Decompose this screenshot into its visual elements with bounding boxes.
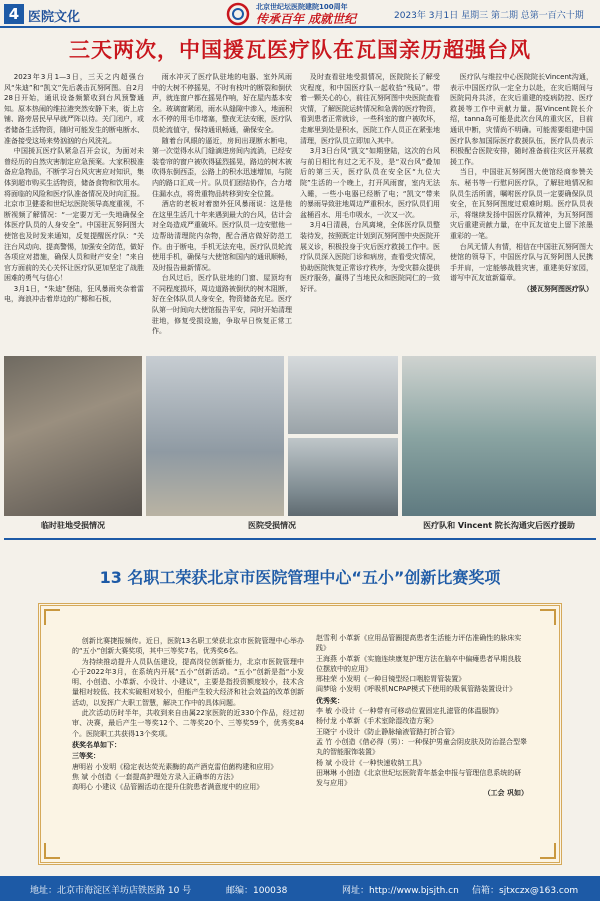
slogan-main: 传承百年 成就世纪	[256, 12, 357, 26]
award-entry: 杨付龙 小革新《手术室除湿改造方案》	[316, 717, 438, 726]
paragraph: 医疗队与维拉中心医院院长Vincent沟通，表示中国医疗队一定全力以赴，在灾后期间与医院同舟共济，在灾后重建的疫病防控、医疗救援等工作中贡献力量。据Vincent院长介绍，tanna岛可能是此次台风的重灾区，目前通讯中断，灾情尚不明确。可能需要组建中国医疗队参加国际医疗救援队伍，医疗队员表示积极配合医院安排，随时准备前往灾区开展救援工作。	[450, 73, 593, 166]
award-entry: 邢桂荣 小发明《一种目镜型经口咽腔胃管装置》	[316, 675, 466, 684]
article2-headline: 13 名职工荣获北京市医院管理中心“五小”创新比赛奖项	[99, 568, 501, 587]
award-entry: 阎梦晗 小发明《呼吸机NCPAP模式下使用的吸氧管路装置设计》	[316, 685, 517, 694]
page-header	[0, 0, 600, 28]
award-entry: 孟 竹 小创造《借必得（男）：一种保护男童会阴皮肤及防治混合型睾丸的智能服饰装置》	[316, 737, 527, 757]
page-footer	[0, 876, 600, 901]
paragraph: 2023年3月1—3日，三天之内超强台风“朱迪”和“凯文”先后袭击瓦努阿图。自2月28日开始，通讯设备频繁收到台风预警通知。原本热闹的维拉港突然安静下来，街上店铺、路旁居民早早就严阵以待。关门闭户，或者储备生活物资，随时可能发生的断电断水、准备接受这场来势汹汹的台风洗礼。	[4, 73, 144, 145]
paragraph: 3月4日清晨，台风离境，全体医疗队员整装待发，按照既定计划到瓦努阿图中央医院开展义诊，积极投身于灾后医疗救援工作中。医疗队员深入医院门诊和病房，查看受灾情况，协助医院恢复正常诊疗秩序，为受灾群众提供医疗服务，赢得了当地民众和医院同仁的一致好评。	[300, 221, 440, 293]
article2-credit: （工会 巩如）	[483, 789, 528, 798]
excellence-title: 优秀奖：	[316, 696, 344, 705]
award-entry: 杨 斌 小设计《一种快速收纳工具》	[316, 758, 426, 767]
paragraph: 为持续推动提升人员队伍建设，提高岗位创新能力，北京市医院管理中心于2022年3月，在系统内开展“五小”创新活动。“五小”创新是指“小发明、小创造、小革新、小设计、小建议”，主要是指投资额度较小，技术含量相对较低、技术实破相对较小，但能产生较大经济和社会效益的改革创新活动，以发挥广大职工智慧，解决工作中的具体问题。	[72, 657, 304, 707]
paragraph: 台风过后，医疗队驻地的门窗、屋顶均有不同程度损坏，周边道路被倒伏的树木阻断，好在全体队员人身安全，物资储备充足。医疗队第一时间向大使馆报告平安，同时开始清理驻地，修复受损设施，争取早日恢复正常工作。	[152, 274, 292, 336]
award-entry: 焦 斌 小创造《一套提高护理处方录入正确率的方法》	[72, 772, 238, 781]
section-divider	[4, 538, 596, 540]
award-entry: 李 敏 小设计《一种带有可移动位置固定扎滤管的体温服饰》	[316, 707, 503, 716]
photo-damaged-quarters-2	[288, 356, 398, 434]
third-prize-title: 三等奖：	[72, 752, 100, 761]
award-entry: 高明心 小建议《品管圈活动在提升住院患者满意度中的应用》	[72, 783, 264, 792]
frame-corner	[540, 843, 556, 859]
page-number: 4	[4, 4, 24, 24]
section-title: 医院文化	[28, 10, 81, 25]
article1-credit: （援瓦努阿图医疗队）	[523, 284, 593, 293]
paragraph: 台风无情人有情，相信在中国驻瓦努阿图大使馆的领导下，中国医疗队与瓦努阿图人民携手并肩，一定能够战胜灾害，重建美好家园，谱写中瓦友谊新篇章。	[450, 242, 593, 283]
issue-date-line: 2023年 3月1日 星期三 第二期 总第一百六十期	[394, 11, 584, 21]
award-entry: 王晓宁 小设计《防止静脉输液管路打折合管》	[316, 727, 459, 736]
article1-column-4	[450, 72, 593, 354]
centennial-logo-icon	[226, 2, 250, 26]
frame-corner	[540, 609, 556, 625]
paragraph: 雨水冲灭了医疗队驻地的电器、室外风雨中的大树不停摇晃，不时有枝叶的断裂和倒伏声，就连窗户都在摇晃作响，好在屋内基本安全。玻璃窗紧闭，雨水从缝隙中渗入，地面积水不停的用毛巾堵塞，整夜无法安眠，医疗队员轮流值守，保持通讯畅通，确保安全。	[152, 73, 292, 134]
paragraph: 酒店的老板对着窗外狂风暴雨说：这是他在这里生活几十年来遇到最大的台风，估计会对全岛造成严重破坏。医疗队员一边安慰他一边帮助清理院内杂物，配合酒店做好防范工作。由于断电，手机无法充电，医疗队员轮流使用手机，确保与大使馆和国内的通讯顺畅，及时报告最新情况。	[152, 200, 292, 272]
caption-middle: 医院受损情况	[248, 521, 296, 530]
article1-column-3	[300, 72, 440, 354]
award-list-title: 获奖名单如下：	[72, 740, 121, 749]
footer-address: 地址：北京市海淀区羊坊店铁医路 10 号	[30, 886, 192, 896]
footer-postcode: 邮编：100038	[226, 886, 288, 896]
header-rule	[0, 26, 600, 28]
slogan-top: 北京世纪坛医院建院100周年	[256, 3, 348, 11]
footer-website[interactable]: 网址：http://www.bjsjth.cn	[342, 886, 459, 896]
paragraph: 中国援瓦医疗队紧急召开会议，为面对未曾经历的自然灾害制定应急预案。大家积极准备应急物品，不断学习台风灾害应对知识，集体到超市购买生活物资，储备食物和饮用水。将面临的风险和医疗队准备情况及时向汇报。北京市卫健委和世纪坛医院领导高度重视，不断视频了解情况：“一定要万无一失地确保全体医疗队员的人身安全”。中国驻瓦努阿图大使馆也及时发来通知，反复提醒医疗队：“关注台风动向、提高警惕，加强安全防范，做好各项应对措施，确保人员和财产安全！”来自官方面前的关心关怀让医疗队更加坚定了战胜困难的勇气与信心！	[4, 147, 144, 283]
paragraph: 随着台风眼的逼近，房间出现断水断电，第一次觉得水从门缝滴进房间内流淌，已经安装卷帘的窗户被吹得猛烈摇晃，路边的树木被吹得东倒西歪，公路上的积水迅速增加，与院内的路口汇成一片。队员们团结协作，合力堵住漏水点，将贵重物品转移到安全位置。	[152, 136, 292, 198]
award-entry: 王海燕 小革新《实施连续康复护理方法在脑卒中偏瘫患者早期良肢位摆放中的应用》	[316, 654, 522, 673]
frame-corner	[44, 843, 60, 859]
award-entry: 唐明岩 小发明《稳定表达荧光素酶的高产酒克雷伯菌构建和应用》	[72, 762, 278, 771]
caption-right: 医疗队和 Vincent 院长沟通灾后医疗援助	[423, 521, 575, 530]
paragraph: 3月3日台风“凯文”如期登陆，这次的台风与前日相比有过之无不及，是“双台风”叠加后的第三天，医疗队员在安全区“九位大院”生活的一个晚上，打开风雨窗，室内无法入睡，一些小电器已经断了电；“凯文”带来的暴雨导致驻地周边严重积水，医疗队员们用盆桶舀水、用毛巾吸水，一次又一次。	[300, 147, 440, 219]
photo-damaged-quarters-1	[4, 356, 142, 516]
paragraph: 3月1日，“朱迪”登陆，狂风暴雨夹杂着雷电，海浪冲击着岸边的广椰和石板，	[4, 284, 144, 304]
article1-headline: 三天两次，中国援瓦医疗队在瓦国亲历超强台风	[69, 38, 531, 62]
photo-team-with-vincent	[402, 356, 596, 516]
caption-left: 临时驻地受损情况	[41, 521, 105, 530]
award-entry: 赵雪利 小革新《应用品管圈提高患者生活能力评估准确性的脉床实践》	[316, 634, 522, 653]
paragraph: 当日，中国驻瓦努阿图大使馆经商参赞关东、秘书等一行慰问医疗队，了解驻地情况和队员生活所需，嘱咐医疗队员一定要确保队员安全，在瓦努阿图度过艰难时期。医疗队员表示，将继续发扬中国医疗队精神，为瓦努阿图灾后重建贡献力量，在中瓦友谊史上留下浓墨重彩的一笔。	[450, 168, 593, 240]
paragraph: 创新比赛捷报频传。近日，医院13名职工荣获北京市医院管理中心举办的“五小”创新大赛奖项，其中三等奖7名，优秀奖6名。	[72, 637, 304, 656]
footer-email[interactable]: 信箱：sjtxczx@163.com	[472, 886, 579, 896]
award-column-left	[72, 636, 304, 846]
award-column-right	[316, 633, 528, 848]
paragraph: 及时查看驻地受损情况，医院院长了解受灾程度，和中国医疗队一起收拾“残局”。带着一颗关心的心，前往瓦努阿图中央医院查看灾情，了解医院运转情况和急需的医疗物资，看到患者正常就诊，一些科室的窗户被吹坏，走廊里到处是积水，医院工作人员正在紧张地清理，医疗队员立即加入其中。	[300, 73, 440, 145]
photo-hospital-damage	[146, 356, 284, 516]
frame-corner	[44, 609, 60, 625]
paragraph: 此次活动历时半年，共收到来自由属22家医院的近330个作品，经过初审、决赛，最后产生一等奖12个、二等奖20个、三等奖59个，优秀奖84个。医院职工共获得13个奖项。	[72, 709, 304, 738]
award-entry: 田琳琳 小创造《北京世纪坛医院青年基金申报与管理信息系统的研发与应用》	[316, 768, 522, 788]
article1-column-2	[152, 72, 292, 354]
photo-damaged-quarters-3	[288, 438, 398, 516]
article1-column-1	[4, 72, 144, 354]
